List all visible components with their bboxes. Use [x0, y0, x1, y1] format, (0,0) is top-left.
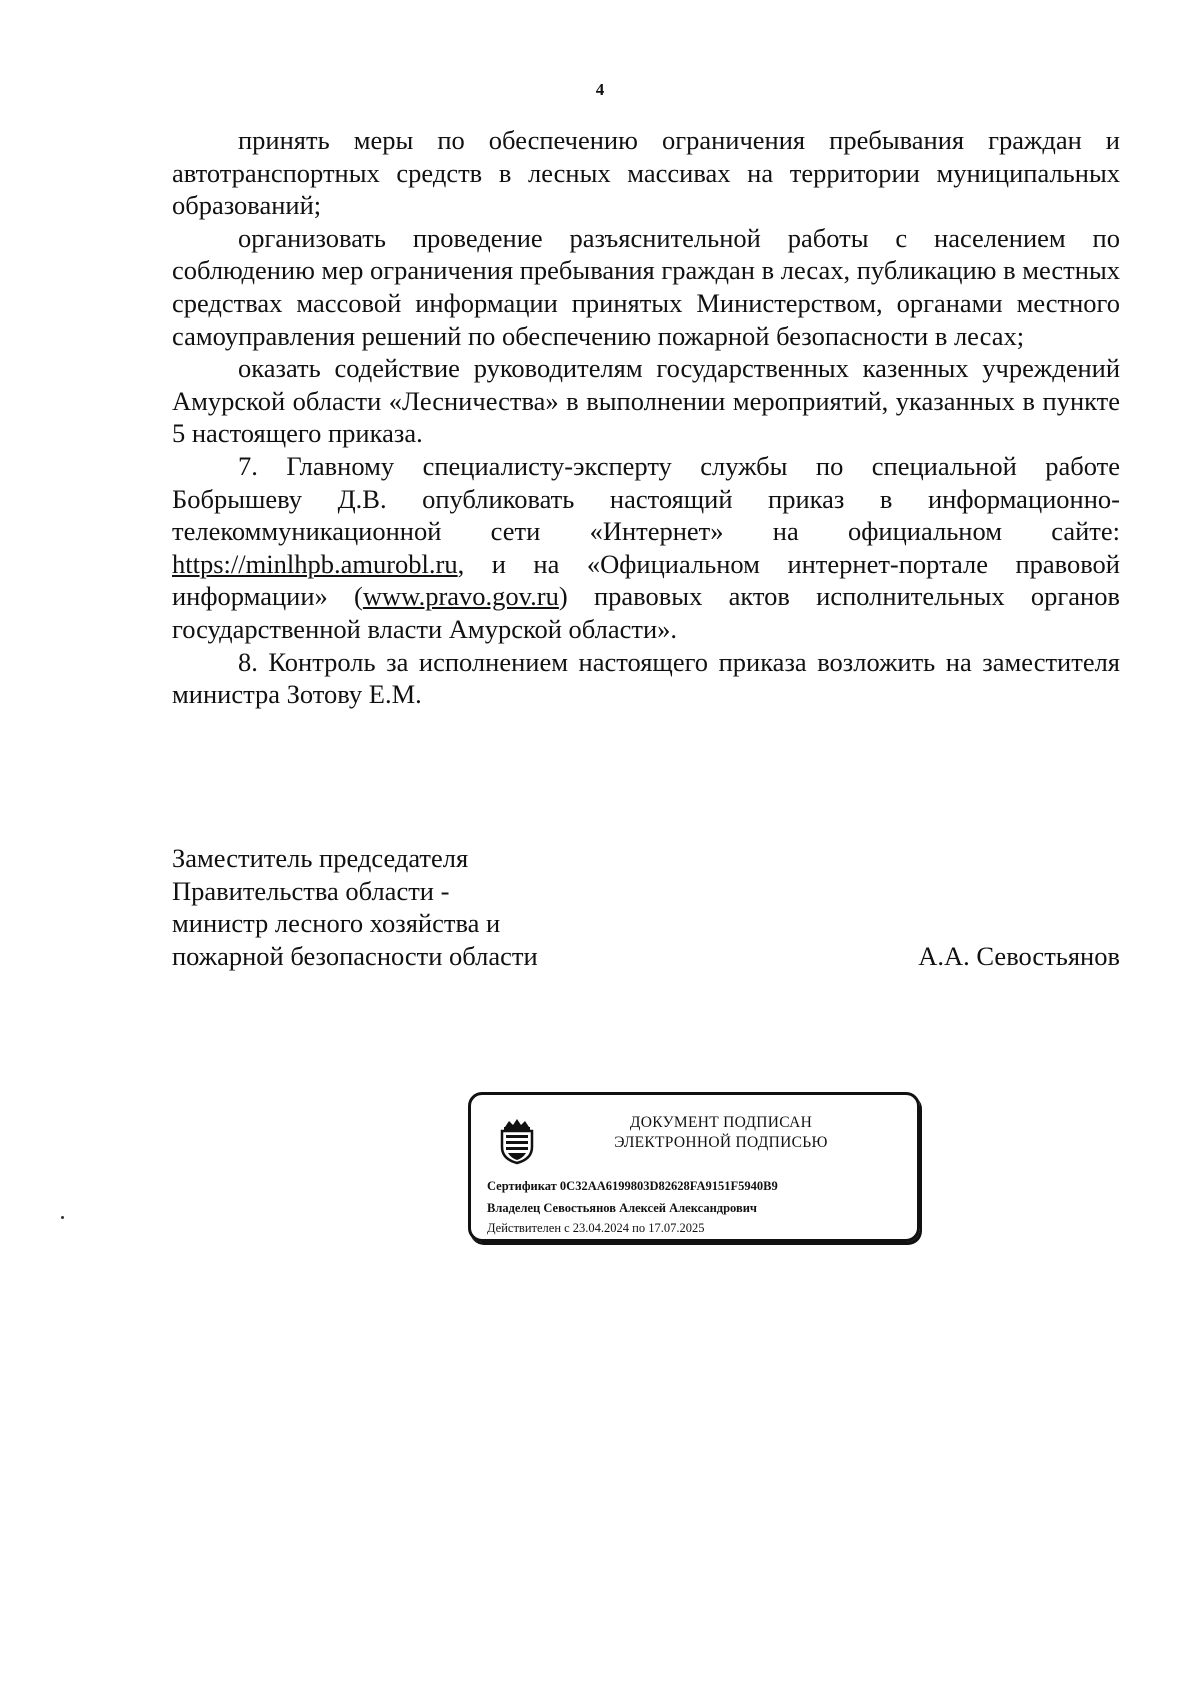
stamp-title [571, 1113, 871, 1153]
page-number: 4 [595, 80, 605, 99]
electronic-signature-stamp [468, 1092, 920, 1242]
paragraph-explanatory-work: организовать проведение разъяснительной работы с населением по соблюдению мер ограничения пребывания граждан в лесах, публикацию в местных средствах массовой информации принятых Министерством, органами местного самоуправления решений по обеспечению пожарной безопасности в лесах; [172, 222, 1120, 351]
ministry-site-link[interactable]: https://minlhpb.amurobl.ru [172, 548, 458, 579]
stamp-certificate: Сертификат 0C32AA6199803D82628FA9151F5940B9 [487, 1179, 778, 1193]
signature-block [172, 842, 1120, 972]
item7-text-part3: ) правовых актов исполнительных органов государственной власти Амурской области». [172, 581, 1120, 644]
paragraph-restrict-access: принять меры по обеспечению ограничения пребывания граждан и автотранспортных средств в лесных массивах на территории муниципальных образований; [172, 125, 1120, 221]
signatory-title-line: пожарной безопасности области [172, 940, 538, 971]
coat-of-arms-icon [497, 1117, 537, 1165]
item7-text-part1: 7. Главному специалисту-эксперту службы по специальной работе Бобрышеву Д.В. опубликовать настоящий приказ в информационно-телекоммуникационной сети «Интернет» на официальном сайте: [172, 450, 1120, 547]
scan-speck [61, 1216, 64, 1219]
stamp-validity: Действителен с 23.04.2024 по 17.07.2025 [487, 1221, 705, 1235]
document-body [172, 124, 1120, 711]
signatory-title-line: министр лесного хозяйства и [172, 908, 501, 939]
paragraph-item-8: 8. Контроль за исполнением настоящего приказа возложить на заместителя министра Зотову Е.М. [172, 646, 1120, 710]
item7-text-part2: , и на «Официальном интернет-портале правовой информации» ( [172, 548, 1120, 612]
paragraph-assist-forestry: оказать содействие руководителям государственных казенных учреждений Амурской области «Лесничества» в выполнении мероприятий, указанных в пункте 5 настоящего приказа. [172, 353, 1120, 449]
pravo-portal-link[interactable]: www.pravo.gov.ru [362, 581, 559, 612]
stamp-title-line1: ДОКУМЕНТ ПОДПИСАН [629, 1114, 813, 1131]
signatory-name: А.А. Севостьянов [918, 940, 1120, 971]
signatory-title-line: Заместитель председателя [172, 843, 469, 873]
signatory-title-line: Правительства области - [172, 875, 450, 906]
stamp-title-line2: ЭЛЕКТРОННОЙ ПОДПИСЬЮ [614, 1134, 828, 1151]
stamp-owner: Владелец Севостьянов Алексей Александрович [487, 1201, 757, 1215]
paragraph-item-7 [172, 450, 1120, 646]
